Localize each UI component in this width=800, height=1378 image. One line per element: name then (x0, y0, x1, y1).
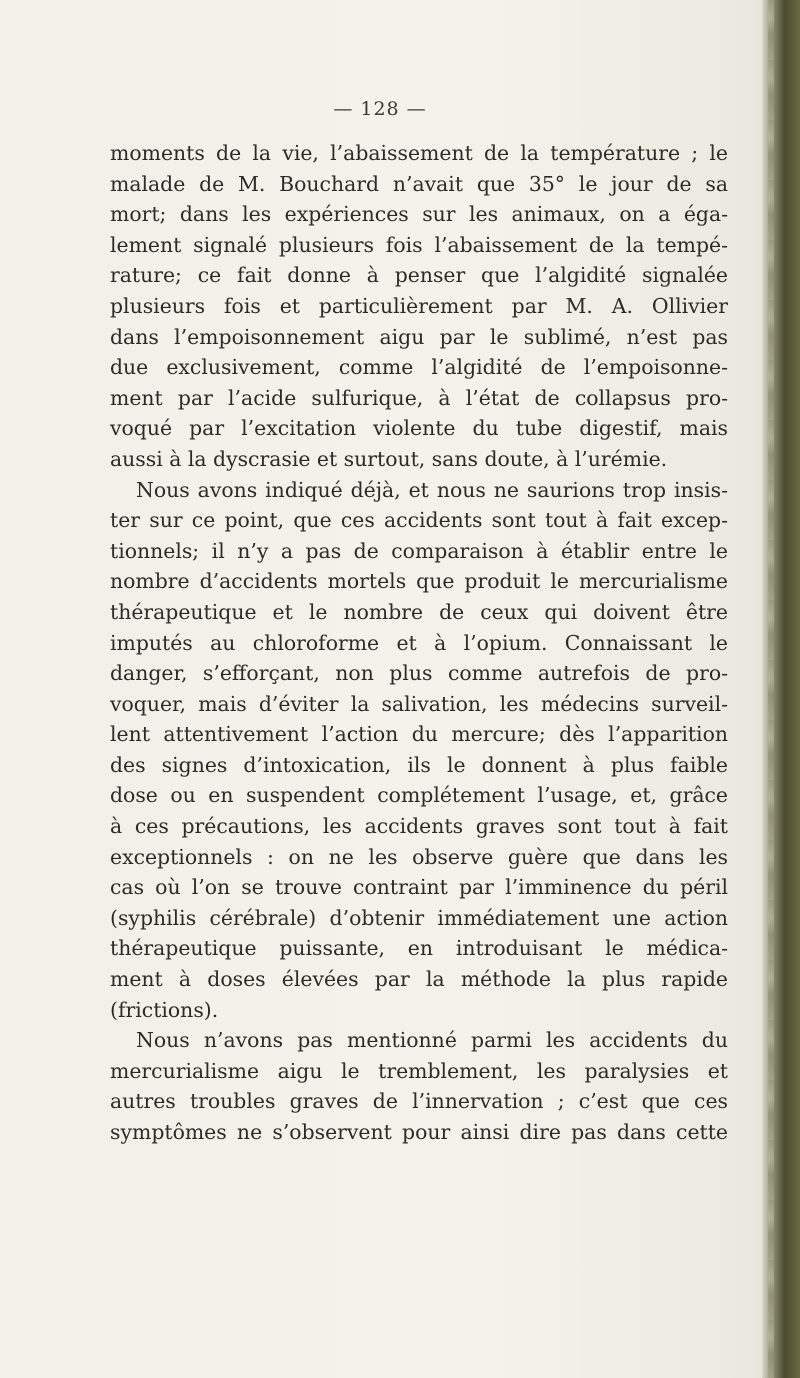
text-line: imputés au chloroforme et à l’opium. Connaissant le (110, 630, 728, 655)
text-line: Nous avons indiqué déjà, et nous ne saurions trop insis- (136, 477, 728, 502)
text-line: danger, s’efforçant, non plus comme autrefois de pro- (110, 661, 728, 686)
text-line: exceptionnels : on ne les observe guère que dans les (110, 844, 728, 869)
text-line: plusieurs fois et particulièrement par M. A. Ollivier (110, 293, 728, 318)
text-line: (syphilis cérébrale) d’obtenir immédiatement une action (110, 905, 728, 930)
text-line: voqué par l’excitation violente du tube digestif, mais (110, 416, 728, 441)
text-line: tionnels; il n’y a pas de comparaison à établir entre le (110, 538, 728, 563)
text-line: mort; dans les expériences sur les animaux, on a éga- (110, 202, 728, 227)
text-line: thérapeutique et le nombre de ceux qui doivent être (110, 599, 728, 624)
text-line: thérapeutique puissante, en introduisant le médica- (110, 936, 728, 961)
text-line: Nous n’avons pas mentionné parmi les accidents du (136, 1028, 728, 1053)
page-number: — 128 — (333, 98, 427, 120)
text-line: voquer, mais d’éviter la salivation, les médecins surveil- (110, 691, 728, 716)
text-line: dose ou en suspendent complétement l’usage, et, grâce (110, 783, 728, 808)
text-line: des signes d’intoxication, ils le donnent à plus faible (110, 752, 728, 777)
text-line: lement signalé plusieurs fois l’abaissement de la tempé- (110, 232, 728, 257)
text-line: dans l’empoisonnement aigu par le sublimé, n’est pas (110, 324, 728, 349)
text-line: due exclusivement, comme l’algidité de l’empoisonne- (110, 355, 728, 380)
text-line: ter sur ce point, que ces accidents sont tout à fait excep- (110, 508, 728, 533)
text-line: cas où l’on se trouve contraint par l’imminence du péril (110, 875, 728, 900)
text-line: ment à doses élevées par la méthode la plus rapide (110, 967, 728, 992)
text-line: autres troubles graves de l’innervation ; c’est que ces (110, 1089, 728, 1114)
text-line: (frictions). (110, 997, 219, 1022)
text-line: nombre d’accidents mortels que produit le mercurialisme (110, 569, 728, 594)
body-text (110, 138, 728, 1148)
text-line: symptômes ne s’observent pour ainsi dire pas dans cette (110, 1120, 728, 1144)
text-line: mercurialisme aigu le tremblement, les paralysies et (110, 1058, 728, 1083)
book-spine-edge (762, 0, 800, 1378)
text-line: moments de la vie, l’abaissement de la température ; le (110, 141, 728, 165)
text-line: rature; ce fait donne à penser que l’algidité signalée (110, 263, 728, 288)
text-line: aussi à la dyscrasie et surtout, sans doute, à l’urémie. (110, 446, 668, 471)
text-line: malade de M. Bouchard n’avait que 35° le jour de sa (110, 171, 728, 196)
text-line: ment par l’acide sulfurique, à l’état de collapsus pro- (110, 385, 728, 410)
text-line: à ces précautions, les accidents graves sont tout à fait (110, 814, 728, 839)
text-line: lent attentivement l’action du mercure; dès l’apparition (110, 722, 728, 747)
